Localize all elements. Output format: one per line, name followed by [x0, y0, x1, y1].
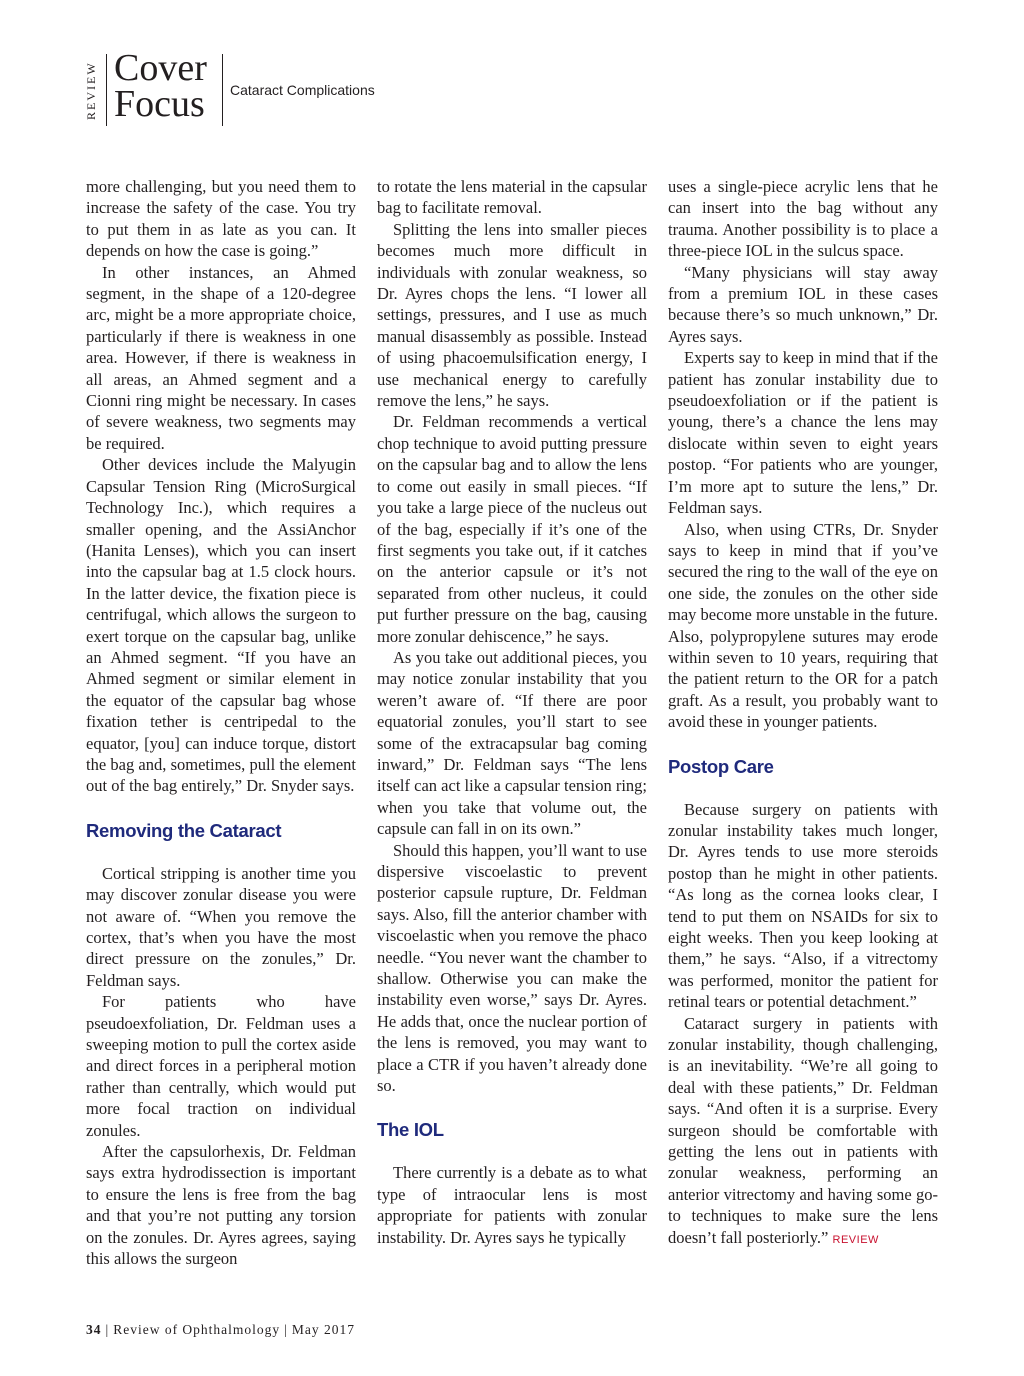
paragraph: As you take out additional pieces, you may notice zonular instability that you weren’t aware of. “If there are poor equatorial zonules, you’ll start to see some of the extracapsular bag coming inward,” Dr. Feldman says “The lens itself can act like a capsular tension ring; when you take that volume out, the capsule can fall in on its own.”: [377, 647, 647, 839]
page-footer: [86, 1322, 355, 1338]
paragraph: Should this happen, you’ll want to use dispersive viscoelastic to prevent posterior capsule rupture, Dr. Feldman says. Also, fill the anterior chamber with viscoelastic when you remove the phaco needle. “You never want the chamber to shallow. Otherwise you can make the instability even worse,” says Dr. Ayres. He adds that, once the nuclear portion of the lens is removed, you may want to place a CTR if you haven’t already done so.: [377, 840, 647, 1096]
paragraph: “Many physicians will stay away from a premium IOL in these cases because there’s so much unknown,” Dr. Ayres says.: [668, 262, 938, 346]
subheading-removing-cataract: Removing the Cataract: [86, 819, 282, 841]
paragraph: Because surgery on patients with zonular instability takes much longer, Dr. Ayres tends to use more steroids postop than he might in other patients. “As long as the cornea looks clear, I tend to put them on NSAIDs for six to eight weeks. Then you keep looking at them,” he says. “Also, if a vitrectomy was performed, monitor the patient for retinal tears or potential detachment.”: [668, 799, 938, 1012]
column-2: [377, 176, 647, 1248]
header-rule: [106, 54, 107, 126]
focus-line: Focus: [114, 83, 205, 125]
final-text: Cataract surgery in patients with zonular instability, though challenging, is an inevitability. “We’re all going to deal with these patients,” Dr. Feldman says. “And often it is a surprise. Every surgeon should be comfortable with getting the lens out in patients with zonular weakness, performing an anterior vitrectomy and having some go-to techniques to make sure the lens doesn’t fall posteriorly.”: [668, 1013, 938, 1247]
paragraph: Splitting the lens into smaller pieces becomes much more difficult in individuals with zonular weakness, so Dr. Ayres chops the lens. “I lower all settings, pressures, and I use as much manual disassembly as possible. Instead of using phacoemulsification energy, I use mechanical energy to carefully remove the lens,” he says.: [377, 219, 647, 411]
paragraph: There currently is a debate as to what type of intraocular lens is most appropriate for patients with zonular instability. Dr. Ayres says he typically: [377, 1163, 647, 1247]
paragraph: uses a single-piece acrylic lens that he can insert into the bag without any trauma. Another possibility is to place a three-piece IOL in the sulcus space.: [668, 177, 938, 261]
paragraph-final: [668, 1013, 938, 1251]
cover-line: Cover: [114, 47, 207, 89]
page-header: [84, 47, 484, 128]
paragraph: For patients who have pseudoexfoliation, Dr. Feldman uses a sweeping motion to pull the cortex aside and direct forces in a peripheral motion rather than centrally, which would put more focal traction on individual zonules.: [86, 992, 356, 1140]
publication-name: Review of Ophthalmology: [113, 1322, 281, 1337]
paragraph: In other instances, an Ahmed segment, in the shape of a 120-degree arc, might be a more appropriate choice, particularly if there is weakness in one area. However, if there is weakness in all areas, an Ahmed segment and a Cionni ring might be necessary. In cases of severe weakness, two segments may be required.: [86, 262, 356, 453]
end-mark: REVIEW: [832, 1233, 879, 1246]
brand-vertical: REVIEW: [84, 61, 98, 121]
cover-focus-title: [114, 47, 207, 125]
paragraph: to rotate the lens material in the capsular bag to facilitate removal.: [377, 177, 647, 218]
paragraph: Also, when using CTRs, Dr. Snyder says to keep in mind that if you’ve secured the ring to the wall of the eye on one side, the zonules on the other side may become more unstable in the future. Also, polypropylene sutures may erode within seven to 10 years, requiring that the patient return to the OR for a patch graft. As a result, you probably want to avoid these in younger patients.: [668, 519, 938, 732]
footer-separator: |: [105, 1322, 110, 1337]
column-3: [668, 176, 938, 1251]
paragraph: more challenging, but you need them to increase the safety of the case. You try to put them in as late as you can. It depends on how the case is going.”: [86, 177, 356, 261]
header-rule: [222, 54, 223, 126]
paragraph: Other devices include the Malyugin Capsular Tension Ring (MicroSurgical Technology Inc.), which requires a smaller opening, and the AssiAnchor (Hanita Lenses), which you can insert into the capsular bag at 1.5 clock hours. In the latter device, the fixation piece is centrifugal, which allows the surgeon to exert torque on the capsular bag, unlike an Ahmed segment. “If you have an Ahmed segment or similar element in the equator of the capsular bag whose fixation tether is centripedal to the equator, [you] can induce torque, distort the bag and, sometimes, pull the element out of the bag entirely,” Dr. Snyder says.: [86, 455, 356, 796]
section-label: Cataract Complications: [230, 82, 375, 98]
footer-separator: |: [284, 1322, 288, 1337]
paragraph: After the capsulorhexis, Dr. Feldman says extra hydrodissection is important to ensure the lens is free from the bag and that you’re not putting any torsion on the zonules. Dr. Ayres agrees, saying this allows the surgeon: [86, 1142, 356, 1269]
paragraph: Cortical stripping is another time you may discover zonular disease you were not aware of. “When you remove the cortex, that’s when you have the most direct pressure on the zonules,” Dr. Feldman says.: [86, 863, 356, 990]
subheading-postop-care: Postop Care: [668, 755, 774, 777]
subheading-the-iol: The IOL: [377, 1119, 444, 1141]
paragraph: Experts say to keep in mind that if the patient has zonular instability due to pseudoexfoliation or if the patient is young, there’s a chance the lens may dislocate within seven to eight years postop. “For patients who are younger, I’m more apt to suture the lens,” Dr. Feldman says.: [668, 348, 938, 518]
paragraph: Dr. Feldman recommends a vertical chop technique to avoid putting pressure on the capsular bag and to allow the lens to come out easily in small pieces. “If you take a large piece of the nucleus out of the bag, especially if it’s one of the first segments you take out, if it catches on the anterior capsule or it’s not separated from other nucleus, it could put further pressure on the bag, causing more zonular dehiscence,” he says.: [377, 412, 647, 646]
page-number: 34: [86, 1322, 102, 1337]
column-1: [86, 176, 356, 1270]
issue-date: May 2017: [291, 1322, 356, 1337]
